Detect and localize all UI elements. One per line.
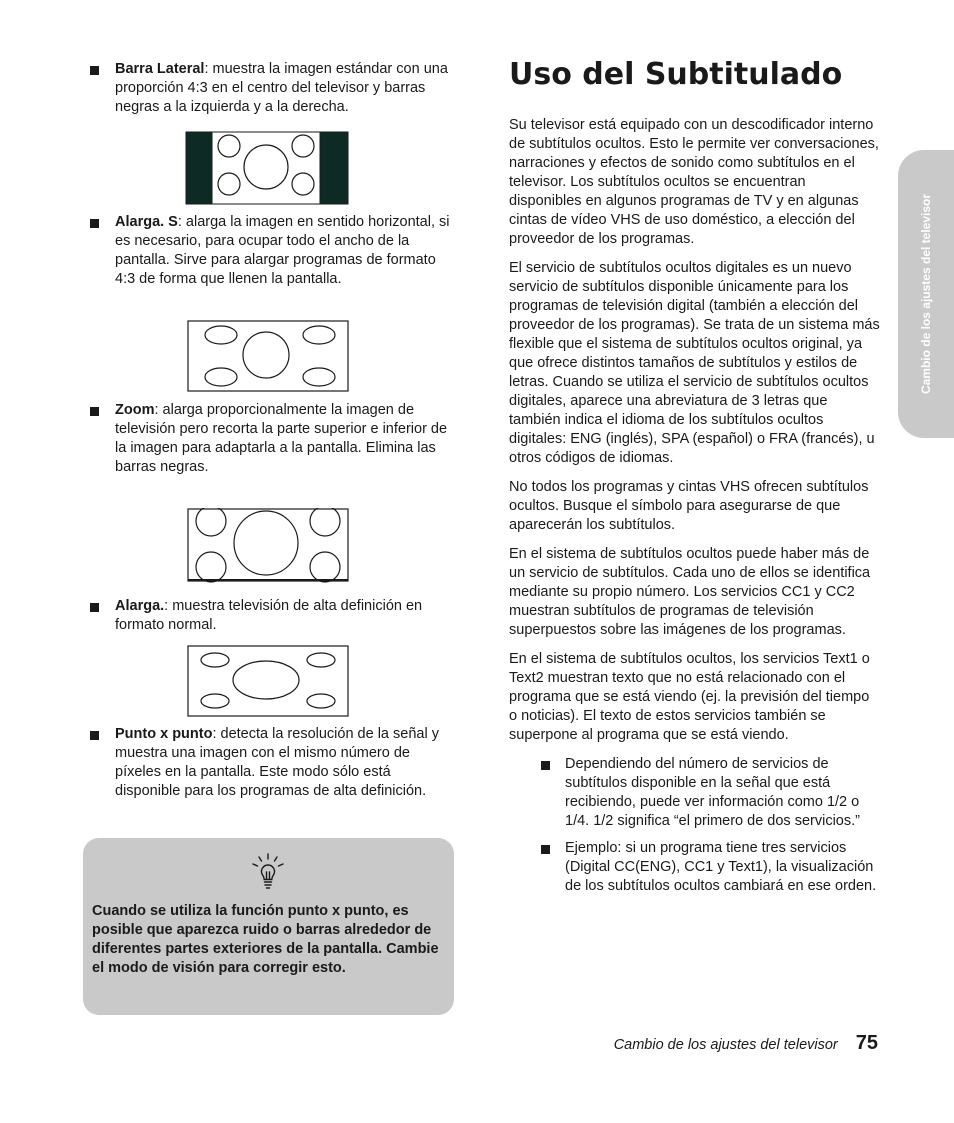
item-term: Barra Lateral: [115, 61, 205, 77]
bullet-square: [90, 407, 99, 416]
chapter-side-tab: [898, 150, 954, 438]
item-text: alarga la imagen en sentido horizontal, si es necesario, para ocupar todo el ancho de la pantalla. Sirve para alargar programas de formato 4:3 de forma que llenen la pantalla.: [115, 214, 450, 287]
list-item: [88, 213, 458, 309]
zoom-mode-diagram: [88, 508, 458, 584]
paragraph: En el sistema de subtítulos ocultos, los servicios Text1 o Text2 muestran texto que no está relacionado con el programa que se está viendo (ej. la previsión del tiempo o noticias). El texto de estos servicios también se superpone al programa que se está viendo.: [509, 651, 870, 743]
bullet-square: [90, 66, 99, 75]
right-column: [509, 56, 881, 904]
tip-text: Cuando se utiliza la función punto x punto, es posible que aparezca ruido o barras alrededor de diferentes partes exteriores de la pantalla. Cambie el modo de visión para corregir esto.: [92, 903, 439, 976]
item-separator: :: [212, 726, 217, 742]
lightbulb-icon: [250, 852, 286, 892]
item-text: Ejemplo: si un programa tiene tres servicios (Digital CC(ENG), CC1 y Text1), la visualización de los subtítulos ocultos cambiará en ese orden.: [565, 840, 877, 894]
sidebar-mode-diagram: [88, 131, 458, 207]
item-term: Alarga.: [115, 598, 165, 614]
item-text: muestra televisión de alta definición en formato normal.: [115, 598, 423, 633]
paragraph: En el sistema de subtítulos ocultos puede haber más de un servicio de subtítulos. Cada uno de ellos se identifica mediante su propio número. Los servicios CC1 y CC2 muestran subtítulos de programas de televisión superpuestos sobre las imágenes de los programas.: [509, 546, 871, 638]
bullet-square: [90, 603, 99, 612]
item-text: alarga proporcionalmente la imagen de televisión pero recorta la parte superior e inferior de la imagen para adaptarla a la pantalla. Elimina las barras negras.: [115, 402, 448, 475]
tip-box: [83, 838, 454, 1015]
bullet-square: [90, 731, 99, 740]
side-tab-label: Cambio de los ajustes del televisor: [919, 193, 933, 395]
item-term: Punto x punto: [115, 726, 213, 742]
paragraph: No todos los programas y cintas VHS ofrecen subtítulos ocultos. Busque el símbolo para asegurarse de que aparecerán los subtítulos.: [509, 479, 869, 533]
left-column: [88, 60, 458, 801]
list-item: [539, 755, 881, 831]
item-text: Dependiendo del número de servicios de subtítulos disponible en la señal que está recibiendo, puede ver información como 1/2 o 1/4. 1/2 significa “el primero de dos servicios.”: [565, 756, 860, 829]
sub-list: [539, 755, 881, 896]
page-title: Uso del Subtitulado: [509, 57, 843, 92]
item-term: Zoom: [115, 402, 155, 418]
item-text: detecta la resolución de la señal y muestra una imagen con el mismo número de píxeles en la pantalla. Este modo sólo está disponible para los programas de alta definición.: [115, 726, 439, 799]
list-item: [88, 725, 458, 801]
item-text: muestra la imagen estándar con una proporción 4:3 en el centro del televisor y barras negras a la izquierda y a la derecha.: [115, 61, 448, 115]
item-separator: :: [204, 61, 209, 77]
list-item: [88, 597, 458, 637]
stretch-s-mode-diagram: [88, 320, 458, 394]
bullet-square: [541, 761, 550, 770]
list-item: [88, 401, 458, 497]
paragraph: El servicio de subtítulos ocultos digitales es un nuevo servicio de subtítulos disponible únicamente para los programas de televisión digital (también a elección del proveedor de los programas). Se trata de un sistema más flexible que el sistema de subtítulos ocultos original, ya que ofrece distintos tamaños de subtítulos y estilos de letras. Cuando se utiliza el servicio de subtítulos ocultos digitales, aparece una abreviatura de 3 letras que también indica el idioma de los subtítulos ocultos digitales: ENG (inglés), SPA (español) o FRA (francés), u otros códigos de idiomas.: [509, 260, 880, 466]
paragraph: Su televisor está equipado con un descodificador interno de subtítulos ocultos. Esto le permite ver conversaciones, narraciones y efectos de sonido como subtítulos en el televisor. Los subtítulos ocultos se encuentran disponibles en algunos programas de TV y en algunas cintas de vídeo VHS de uso doméstico, a elección del proveedor de los programas.: [509, 117, 879, 247]
list-item: [88, 60, 458, 119]
page-footer: [614, 1032, 878, 1055]
stretch-mode-diagram: [88, 645, 458, 719]
item-separator: :: [154, 402, 159, 418]
item-separator: :: [177, 214, 182, 230]
bullet-square: [90, 219, 99, 228]
footer-label: Cambio de los ajustes del televisor: [613, 1037, 838, 1053]
bullet-square: [541, 845, 550, 854]
item-term: Alarga. S: [115, 214, 178, 230]
item-separator: :: [164, 598, 169, 614]
list-item: [539, 839, 881, 896]
page-number: 75: [855, 1032, 878, 1054]
